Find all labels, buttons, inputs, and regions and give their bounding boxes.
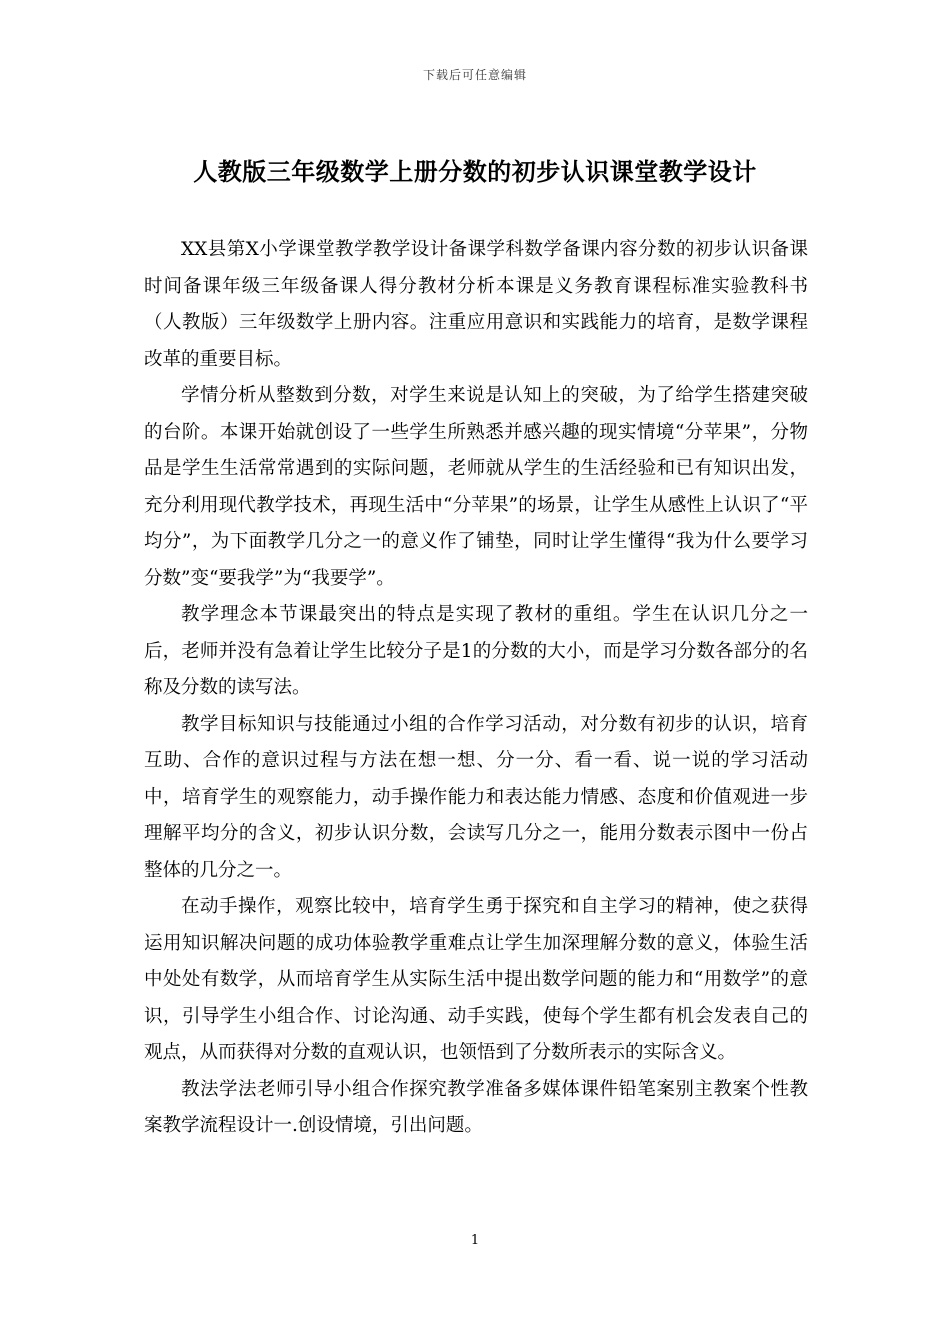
page-number: 1 <box>470 1233 480 1248</box>
header-note: 下载后可任意编辑 <box>422 68 527 82</box>
paragraph-key-points: 在动手操作，观察比较中，培育学生勇于探究和自主学习的精神，使之获得运用知识解决问题的成功体验教学重难点让学生加深理解分数的意义，体验生活中处处有数学，从而培育学生从实际生活中提出数学问题的能力和“用数学”的意识，引导学生小组合作、讨论沟通、动手实践，使每个学生都有机会发表自己的观点，从而获得对分数的直观认识，也领悟到了分数所表示的实际含义。 <box>144 896 808 1063</box>
paragraph-overview: XX县第X小学课堂教学教学设计备课学科数学备课内容分数的初步认识备课时间备课年级三年级备课人得分教材分析本课是义务教育课程标准实验教科书（人教版）三年级数学上册内容。注重应用意识和实践能力的培育，是数学课程改革的重要目标。 <box>144 239 808 370</box>
paragraph-teaching-concept: 教学理念本节课最突出的特点是实现了教材的重组。学生在认识几分之一后，老师并没有急着让学生比较分子是1的分数的大小，而是学习分数各部分的名称及分数的读写法。 <box>144 604 808 698</box>
document-title: 人教版三年级数学上册分数的初步认识课堂教学设计 <box>193 157 757 186</box>
paragraph-learner-analysis: 学情分析从整数到分数，对学生来说是认知上的突破，为了给学生搭建突破的台阶。本课开始就创设了一些学生所熟悉并感兴趣的现实情境“分苹果”，分物品是学生生活常常遇到的实际问题，老师就从学生的生活经验和已有知识出发，充分利用现代教学技术，再现生活中“分苹果”的场景，让学生从感性上认识了“平均分”，为下面教学几分之一的意义作了铺垫，同时让学生懂得“我为什么要学习分数”变“要我学”为“我要学”。 <box>144 385 808 589</box>
paragraph-methods: 教法学法老师引导小组合作探究教学准备多媒体课件铅笔案别主教案个性教案教学流程设计一.创设情境，引出问题。 <box>144 1078 808 1136</box>
document-body <box>144 232 808 1145</box>
paragraph-teaching-goals: 教学目标知识与技能通过小组的合作学习活动，对分数有初步的认识，培育互助、合作的意识过程与方法在想一想、分一分、看一看、说一说的学习活动中，培育学生的观察能力，动手操作能力和表达能力情感、态度和价值观进一步理解平均分的含义，初步认识分数，会读写几分之一，能用分数表示图中一份占整体的几分之一。 <box>144 713 808 881</box>
